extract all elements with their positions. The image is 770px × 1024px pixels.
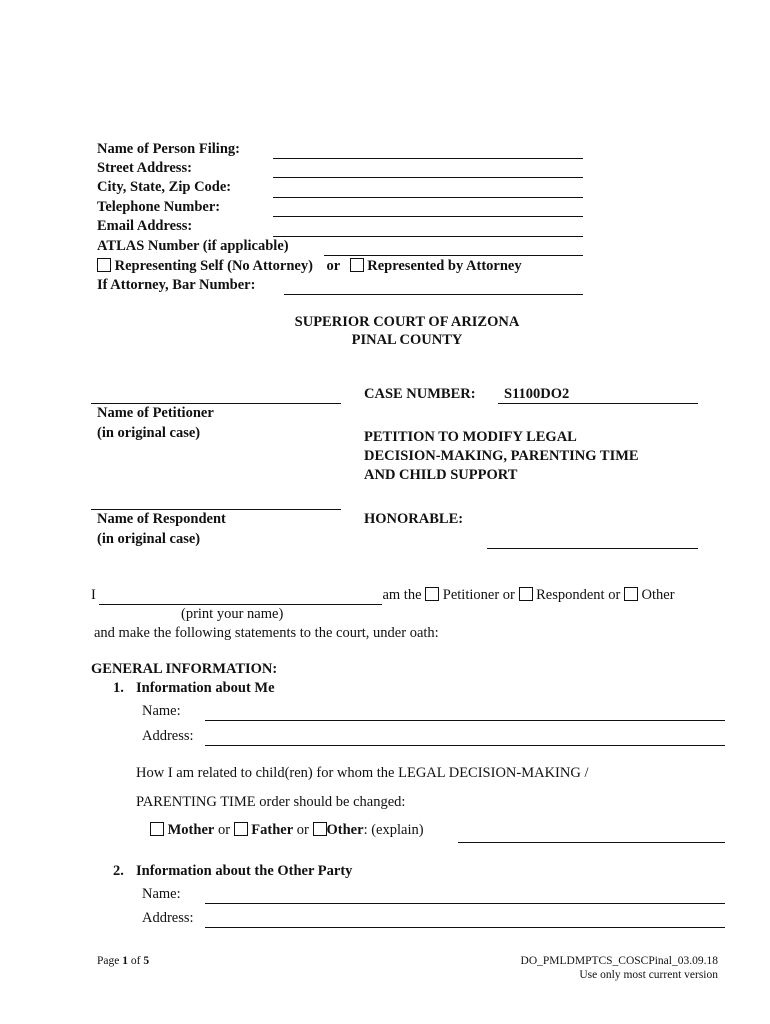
page-prefix: Page [97,955,123,967]
page-number: 1 [122,955,128,967]
petitioner-sublabel: (in original case) [97,425,201,441]
relation-explain-label: : (explain) [363,822,424,838]
form-code: DO_PMLDMPTCS_COSCPinal_03.09.18 [520,955,718,967]
my-name-line[interactable] [205,720,725,721]
filer-email-line[interactable] [273,236,583,237]
court-name: SUPERIOR COURT OF ARIZONA [294,314,520,330]
court-county: PINAL COUNTY [351,332,463,348]
relation-other-checkbox[interactable] [313,822,327,836]
self-representation-checkbox[interactable] [97,258,111,272]
oath-statement: and make the following statements to the court, under oath: [94,625,439,641]
petitioner-checkbox[interactable] [425,587,439,601]
other-label: Other [641,587,675,603]
representation-or: or [326,258,340,274]
other-party-address-label: Address: [142,910,194,926]
page-indicator [97,955,149,967]
case-number-label: CASE NUMBER: [364,386,476,402]
respondent-checkbox[interactable] [519,587,533,601]
petitioner-name-line[interactable] [91,403,341,404]
statement-row [91,587,675,605]
form-title-line2: DECISION-MAKING, PARENTING TIME [364,448,639,464]
my-address-label: Address: [142,728,194,744]
respondent-name-line[interactable] [91,509,341,510]
filer-city-label: City, State, Zip Code: [97,179,232,195]
relation-other-label: Other [326,822,364,838]
petitioner-or-label: Petitioner or [442,587,515,603]
filer-street-line[interactable] [273,177,583,178]
relation-row [150,822,424,839]
other-checkbox[interactable] [624,587,638,601]
page-of: of [127,955,144,967]
relation-or-1: or [217,822,231,838]
respondent-or-label: Respondent or [536,587,621,603]
filer-phone-label: Telephone Number: [97,199,221,215]
attorney-representation-checkbox[interactable] [350,258,364,272]
relation-text-line1: How I am related to child(ren) for whom the LEGAL DECISION-MAKING / [136,765,589,781]
item2-title: Information about the Other Party [136,863,353,879]
filer-street-label: Street Address: [97,160,192,176]
representation-row [97,258,522,275]
other-party-name-label: Name: [142,886,181,902]
bar-number-label: If Attorney, Bar Number: [97,277,256,293]
mother-checkbox[interactable] [150,822,164,836]
item1-title: Information about Me [136,680,275,696]
item2-number: 2. [113,863,124,879]
version-note: Use only most current version [579,969,718,981]
filer-phone-line[interactable] [273,216,583,217]
filer-city-line[interactable] [273,197,583,198]
statement-i: I [91,587,96,603]
form-title-line1: PETITION TO MODIFY LEGAL [364,429,577,445]
relation-explain-line[interactable] [458,842,725,843]
filer-atlas-line[interactable] [324,255,583,256]
my-name-label: Name: [142,703,181,719]
relation-text-line2: PARENTING TIME order should be changed: [136,794,406,810]
item1-number: 1. [113,680,124,696]
filer-email-label: Email Address: [97,218,193,234]
attorney-representation-label: Represented by Attorney [367,258,522,274]
case-number-line [498,403,698,404]
petitioner-label: Name of Petitioner [97,405,214,421]
form-title-line3: AND CHILD SUPPORT [364,467,518,483]
father-checkbox[interactable] [234,822,248,836]
other-party-address-line[interactable] [205,927,725,928]
filer-name-label: Name of Person Filing: [97,141,240,157]
father-label: Father [251,822,294,838]
self-representation-label: Representing Self (No Attorney) [114,258,313,274]
respondent-sublabel: (in original case) [97,531,201,547]
statement-am-the: am the [382,587,422,603]
print-name-caption: (print your name) [181,606,284,622]
filer-name-line[interactable] [273,158,583,159]
page-total: 5 [143,955,150,967]
general-info-heading: GENERAL INFORMATION: [91,661,278,677]
respondent-label: Name of Respondent [97,511,226,527]
honorable-line[interactable] [487,548,698,549]
bar-number-line[interactable] [284,294,583,295]
case-number-value[interactable]: S1100DO2 [504,386,570,402]
print-name-line[interactable] [99,587,382,605]
relation-or-2: or [296,822,309,838]
other-party-name-line[interactable] [205,903,725,904]
my-address-line[interactable] [205,745,725,746]
filer-atlas-label: ATLAS Number (if applicable) [97,238,289,254]
mother-label: Mother [167,822,215,838]
honorable-label: HONORABLE: [364,511,464,527]
